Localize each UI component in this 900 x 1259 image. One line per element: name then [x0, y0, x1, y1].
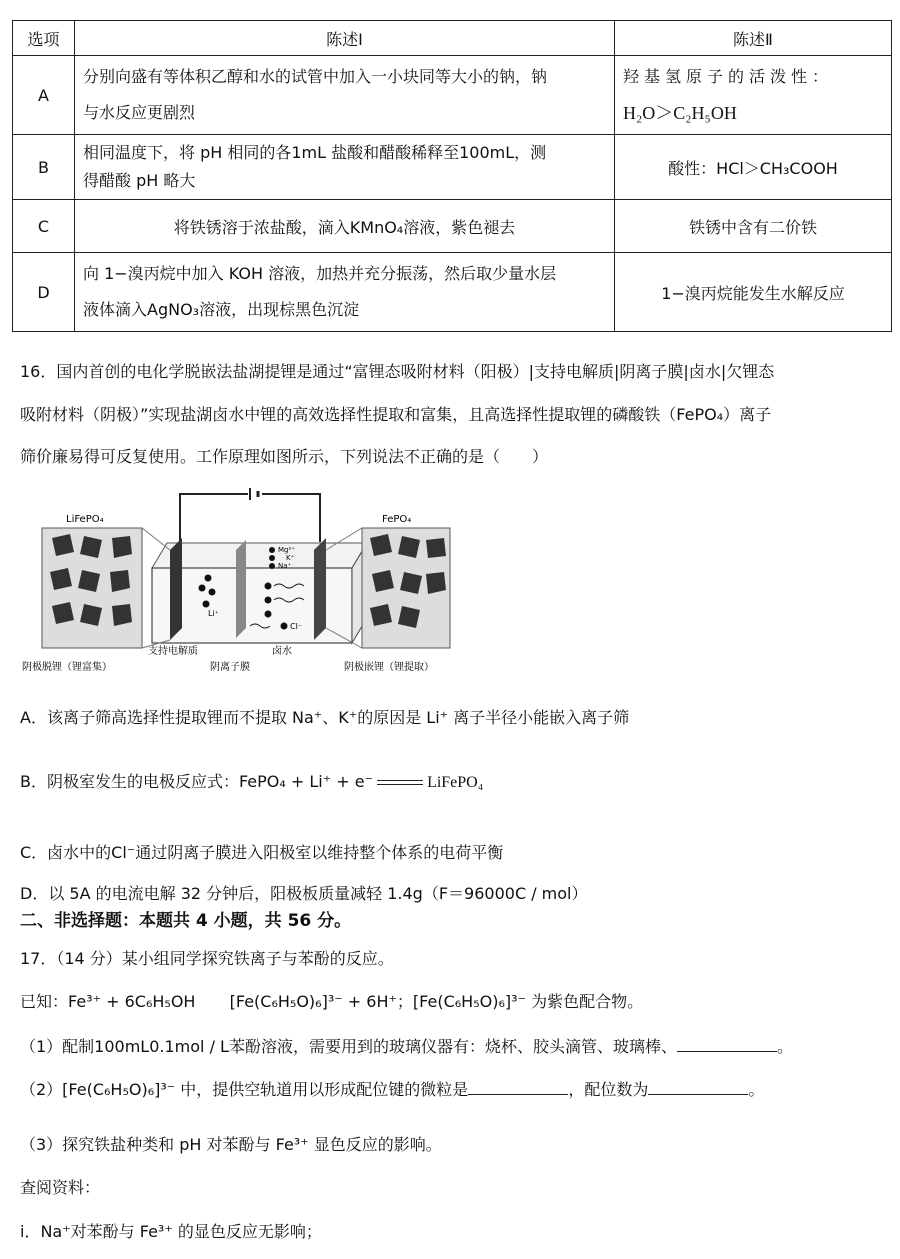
- label-support-electrolyte: 支持电解质: [148, 646, 198, 657]
- label-lifepo4: LiFePO₄: [66, 514, 104, 525]
- q16-option-c: C．卤水中的Cl⁻通过阴离子膜进入阳极室以维持整个体系的电荷平衡: [20, 843, 504, 862]
- row-statement-1: [75, 135, 615, 200]
- part-2-mid: ，配位数为: [568, 1080, 649, 1099]
- table-row: [13, 56, 892, 135]
- known-note: 为紫色配合物。: [531, 992, 644, 1011]
- ion-mg: Mg²⁺: [278, 546, 295, 554]
- row-option: B: [13, 135, 75, 200]
- q17-item-i: ⅰ．Na⁺对苯酚与 Fe³⁺ 的显色反应无影响；: [20, 1222, 322, 1241]
- known-product: [Fe(C₆H₅O)₆]³⁻ + 6H⁺；[Fe(C₆H₅O)₆]³⁻: [229, 992, 526, 1011]
- table-row: [13, 135, 892, 200]
- statement-line: 液体滴入AgNO₃溶液，出现棕黑色沉淀: [83, 300, 360, 319]
- q17-intro: 17．（14 分）某小组同学探究铁离子与苯酚的反应。: [20, 949, 394, 968]
- ion-li: Li⁺: [208, 609, 219, 618]
- answer-blank[interactable]: [468, 1080, 568, 1095]
- row-option: D: [13, 253, 75, 332]
- statement-line: 与水反应更剧烈: [83, 103, 196, 122]
- row-option: A: [13, 56, 75, 135]
- part-1-text: （1）配制100mL0.1mol / L苯酚溶液，需要用到的玻璃仪器有：烧杯、胶头滴管、玻璃棒、: [20, 1037, 677, 1056]
- statement-line: 相同温度下，将 pH 相同的各1mL 盐酸和醋酸稀释至100mL，测: [83, 143, 547, 162]
- q16-option-a: A．该离子筛高选择性提取锂而不提取 Na⁺、K⁺的原因是 Li⁺ 离子半径小能嵌入离子筛: [20, 708, 630, 727]
- statement-line: 得醋酸 pH 略大: [83, 171, 196, 190]
- row-statement-1: [75, 56, 615, 135]
- anion-membrane: [236, 540, 246, 638]
- table-row: [13, 253, 892, 332]
- q16-option-d: D．以 5A 的电流电解 32 分钟后，阳极板质量减轻 1.4g（F＝96000C / mol）: [20, 884, 588, 903]
- table-header-row: [13, 21, 892, 56]
- q16-line-2: 吸附材料（阴极）”实现盐湖卤水中锂的高效选择性提取和富集，且高选择性提取锂的磷酸铁（FePO₄）离子: [20, 405, 772, 424]
- q16-line-1: 16．国内首创的电化学脱嵌法盐湖提锂是通过“富锂态吸附材料（阳极）|支持电解质|阴离子膜|卤水|欠锂态: [20, 362, 775, 381]
- equals-sign-icon: [377, 780, 423, 785]
- statement-line: 向 1−溴丙烷中加入 KOH 溶液，加热并充分振荡，然后取少量水层: [83, 264, 557, 283]
- q17-part-1: [20, 1037, 793, 1057]
- known-reactant: 已知：Fe³⁺ + 6C₆H₅OH: [20, 992, 196, 1011]
- row-option: C: [13, 200, 75, 253]
- q17-part-3: （3）探究铁盐种类和 pH 对苯酚与 Fe³⁺ 显色反应的影响。: [20, 1135, 442, 1154]
- punctuation: 。: [748, 1080, 765, 1099]
- row-statement-2: 1−溴丙烷能发生水解反应: [615, 253, 892, 332]
- row-statement-1: 将铁锈溶于浓盐酸，滴入KMnO₄溶液，紫色褪去: [75, 200, 615, 253]
- ion-na: Na⁺: [278, 562, 292, 570]
- part-2-text: （2）[Fe(C₆H₅O)₆]³⁻ 中，提供空轨道用以形成配位键的微粒是: [20, 1080, 469, 1099]
- q16-option-b: [20, 772, 483, 793]
- statement-line: H₂O＞C₂H₅OH: [623, 103, 737, 123]
- caption-right: 阴极嵌锂（锂提取）: [344, 662, 434, 673]
- row-statement-2: 铁锈中含有二价铁: [615, 200, 892, 253]
- q16-line-3: 筛价廉易得可反复使用。工作原理如图所示，下列说法不正确的是（ ）: [20, 447, 549, 466]
- punctuation: 。: [776, 1037, 793, 1056]
- label-fepo4: FePO₄: [382, 514, 412, 525]
- row-statement-1: [75, 253, 615, 332]
- answer-blank[interactable]: [648, 1080, 748, 1095]
- cathode-plate: [314, 538, 326, 640]
- answer-blank[interactable]: [677, 1037, 777, 1052]
- electrolysis-diagram: [22, 488, 452, 678]
- header-statement-2: 陈述Ⅱ: [615, 21, 892, 56]
- header-statement-1: 陈述Ⅰ: [75, 21, 615, 56]
- option-b-product: LiFePO₄: [427, 774, 484, 791]
- statement-line: 羟基氢原子的活泼性：: [623, 67, 834, 86]
- label-brine: 卤水: [272, 646, 292, 657]
- q17-part-2: [20, 1080, 764, 1100]
- q17-known: [20, 992, 643, 1012]
- options-table: [12, 20, 892, 332]
- row-statement-2: 酸性：HCl＞CH₃COOH: [615, 135, 892, 200]
- header-option: 选项: [13, 21, 75, 56]
- section-heading: 二、非选择题：本题共 4 小题，共 56 分。: [20, 911, 352, 931]
- caption-left: 阴极脱锂（锂富集）: [22, 662, 112, 673]
- ion-k: K⁺: [286, 554, 295, 562]
- row-statement-2: [615, 56, 892, 135]
- ion-cl: Cl⁻: [290, 622, 303, 631]
- label-anion-membrane: 阴离子膜: [210, 662, 250, 673]
- anode-plate: [170, 538, 182, 640]
- option-b-text: B．阴极室发生的电极反应式：FePO₄ + Li⁺ + e⁻: [20, 772, 374, 791]
- table-row: [13, 200, 892, 253]
- statement-line: 分别向盛有等体积乙醇和水的试管中加入一小块同等大小的钠，钠: [83, 67, 548, 86]
- q17-reference: 查阅资料：: [20, 1178, 101, 1197]
